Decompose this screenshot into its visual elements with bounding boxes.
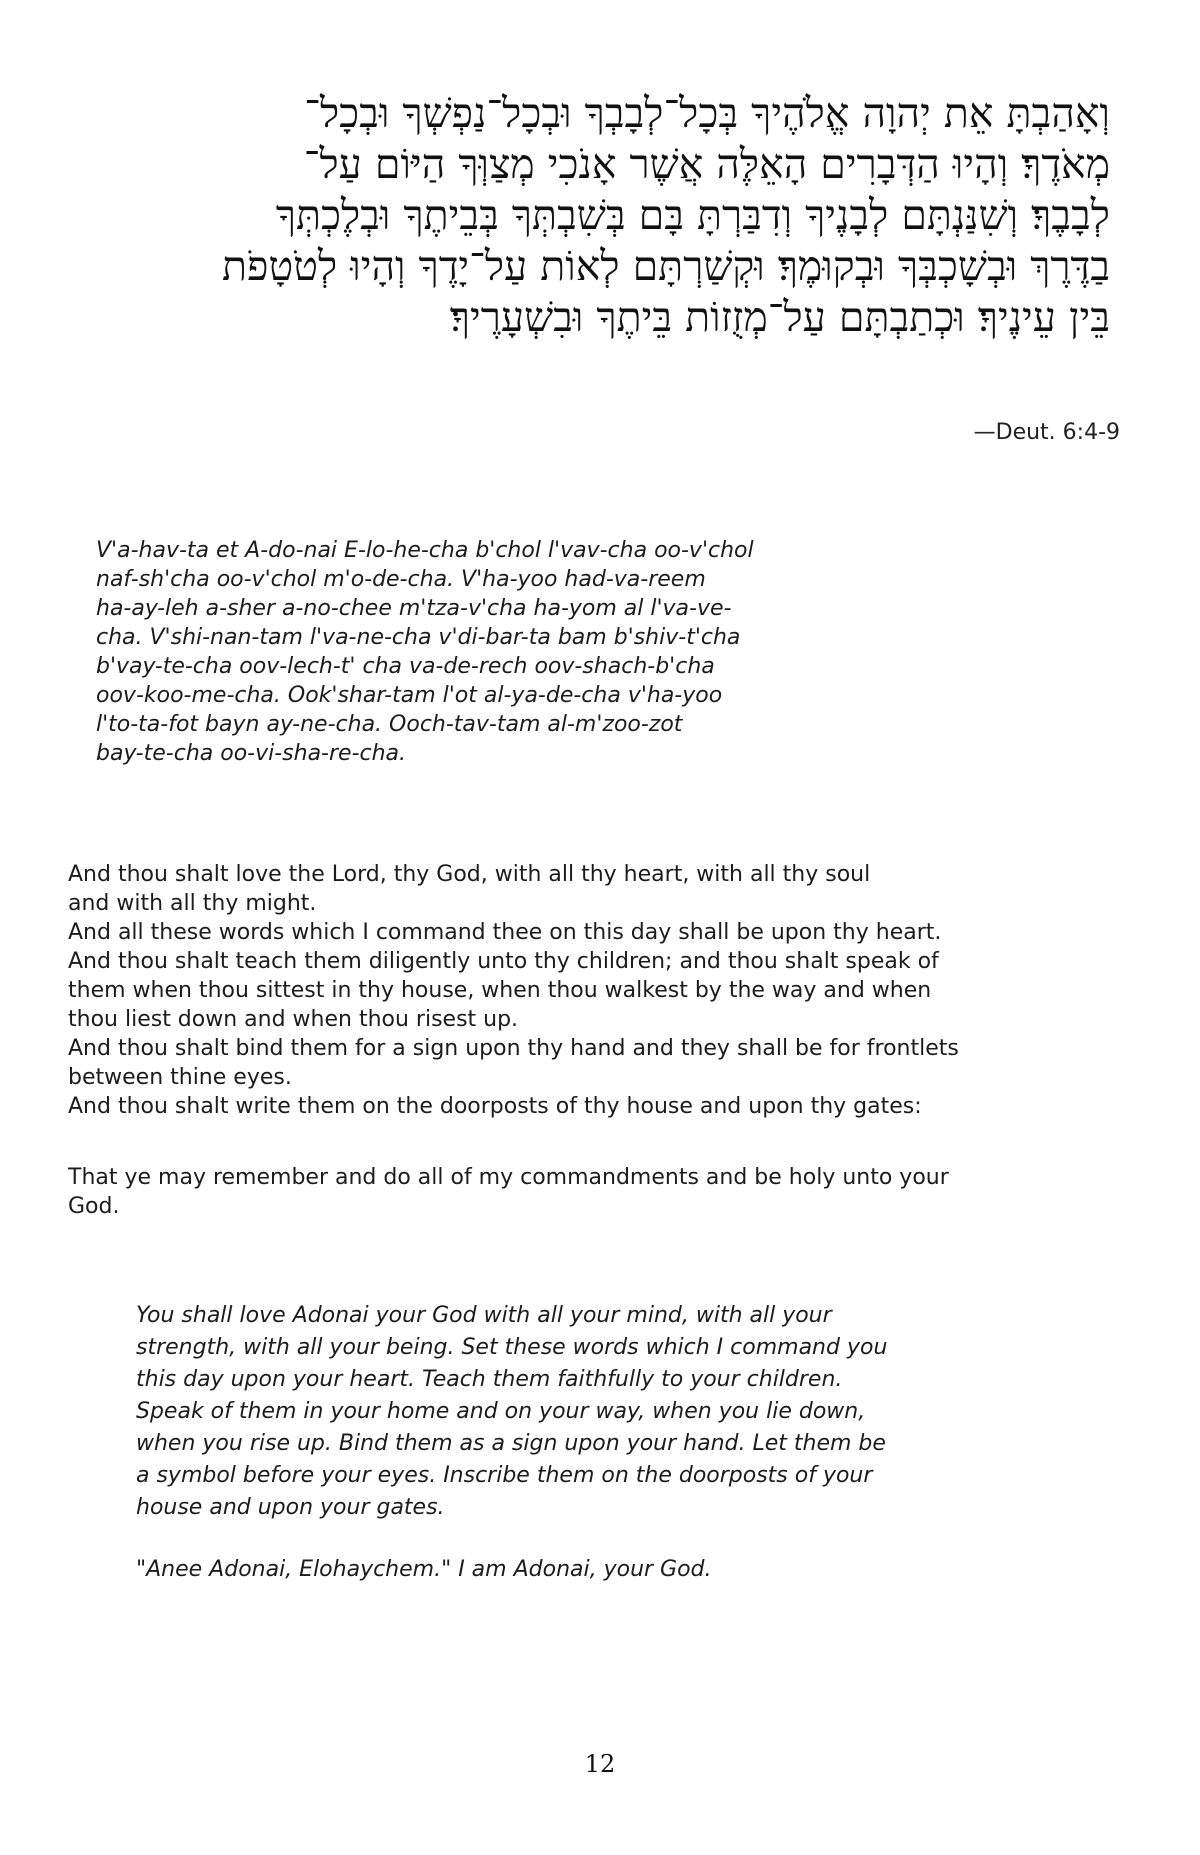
modern-line: strength, with all your being. Set these words which I command you — [136, 1335, 888, 1360]
kjv-closing-line: God. — [68, 1194, 120, 1219]
transliteration-line: V'a-hav-ta et A-do-nai E-lo-he-cha b'chol l'vav-cha oo-v'chol — [96, 538, 754, 563]
modern-translation-block — [136, 1300, 1066, 1524]
transliteration-line: b'vay-te-cha oov-lech-t' cha va-de-rech oov-shach-b'cha — [96, 654, 715, 679]
modern-closing-line: "Anee Adonai, Elohaychem." I am Adonai, your God. — [136, 1557, 712, 1582]
modern-line: a symbol before your eyes. Inscribe them on the doorposts of your — [136, 1463, 873, 1488]
transliteration-line: oov-koo-me-cha. Ook'shar-tam l'ot al-ya-de-cha v'ha-yoo — [96, 683, 723, 708]
modern-line: You shall love Adonai your God with all your mind, with all your — [136, 1303, 832, 1328]
page-number: 12 — [584, 1750, 616, 1778]
transliteration-line: ha-ay-leh a-sher a-no-chee m'tza-v'cha ha-yom al l'va-ve- — [96, 596, 732, 621]
kjv-line: and with all thy might. — [68, 891, 317, 916]
modern-line: this day upon your heart. Teach them faithfully to your children. — [136, 1367, 843, 1392]
hebrew-line: בֵּין עֵינֶיךָ׃ וּכְתַבְתָּם עַל־מְזֻזוֹת בֵּיתֶךָ וּבִשְׁעָרֶיךָ׃ — [449, 293, 1110, 341]
modern-line: when you rise up. Bind them as a sign upon your hand. Let them be — [136, 1431, 886, 1456]
kjv-closing-line: That ye may remember and do all of my commandments and be holy unto your — [68, 1165, 949, 1190]
kjv-line: And all these words which I command thee on this day shall be upon thy heart. — [68, 920, 942, 945]
hebrew-line: בַדֶּרֶךְ וּבְשָׁכְבְּךָ וּבְקוּמֶךָ׃ וּקְשַׁרְתָּם לְאוֹת עַל־יָדֶךָ וְהָיוּ לְטֹטָפֹת — [222, 242, 1110, 290]
kjv-line: And thou shalt love the Lord, thy God, with all thy heart, with all thy soul — [68, 862, 871, 887]
transliteration-line: naf-sh'cha oo-v'chol m'o-de-cha. V'ha-yoo had-va-reem — [96, 567, 706, 592]
kjv-line: them when thou sittest in thy house, when thou walkest by the way and when — [68, 978, 932, 1003]
modern-line: Speak of them in your home and on your way, when you lie down, — [136, 1399, 866, 1424]
transliteration-block — [96, 536, 876, 768]
kjv-translation-block — [68, 860, 1128, 1121]
transliteration-line: cha. V'shi-nan-tam l'va-ne-cha v'di-bar-ta bam b'shiv-t'cha — [96, 625, 741, 650]
hebrew-line: לְבָבֶךָ׃ וְשִׁנַּנְתָּם לְבָנֶיךָ וְדִבַּרְתָּ בָּם בְּשִׁבְתְּךָ בְּבֵיתֶךָ וּבְלֶכְתְּךָ — [275, 191, 1110, 239]
kjv-line: between thine eyes. — [68, 1065, 292, 1090]
kjv-closing-block — [68, 1163, 1128, 1221]
transliteration-line: l'to-ta-fot bayn ay-ne-cha. Ooch-tav-tam al-m'zoo-zot — [96, 712, 683, 737]
hebrew-line: מְאֹדֶךָ׃ וְהָיוּ הַדְּבָרִים הָאֵלֶּה אֲשֶׁר אָנֹכִי מְצַוְּךָ הַיּוֹם עַל־ — [303, 140, 1110, 188]
transliteration-line: bay-te-cha oo-vi-sha-re-cha. — [96, 741, 407, 766]
kjv-line: thou liest down and when thou risest up. — [68, 1007, 519, 1032]
kjv-line: And thou shalt bind them for a sign upon thy hand and they shall be for frontlets — [68, 1036, 959, 1061]
modern-line: house and upon your gates. — [136, 1495, 445, 1520]
kjv-line: And thou shalt teach them diligently unto thy children; and thou shalt speak of — [68, 949, 939, 974]
hebrew-line: וְאָהַבְתָּ אֵת יְהוָה אֱלֹהֶיךָ בְּכָל־לְבָבְךָ וּבְכָל־נַפְשְׁךָ וּבְכָל־ — [304, 89, 1110, 137]
kjv-line: And thou shalt write them on the doorposts of thy house and upon thy gates: — [68, 1094, 922, 1119]
hebrew-text-block — [100, 88, 1110, 343]
scripture-citation: —Deut. 6:4-9 — [973, 420, 1120, 445]
